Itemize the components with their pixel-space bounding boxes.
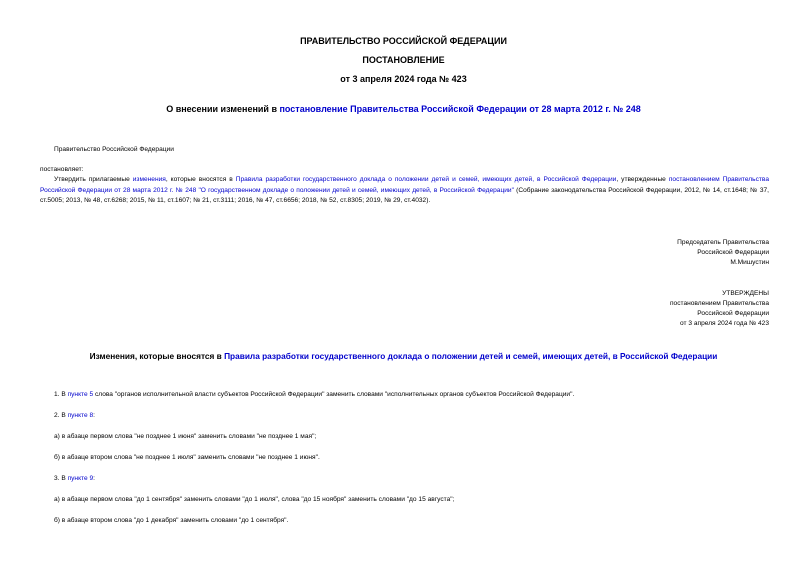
signature-title-line1: Председатель Правительства	[677, 239, 769, 246]
item-1	[54, 391, 574, 398]
item-2b: б) в абзаце втором слова "не позднее 1 июля" заменить словами "не позднее 1 июня".	[54, 454, 320, 461]
changes-title	[0, 351, 807, 361]
signature-title-line2: Российской Федерации	[697, 249, 769, 256]
document-title-prefix: О внесении изменений в	[166, 104, 280, 114]
body-paragraph	[40, 175, 769, 207]
approved-line3: Российской Федерации	[697, 310, 769, 317]
rules-link[interactable]: Правила разработки государственного доклада о положении детей и семей, имеющих детей, в Российской Федерации	[235, 176, 617, 183]
body-text-part1: Утвердить прилагаемые	[54, 176, 133, 183]
approved-heading: УТВЕРЖДЕНЫ	[722, 290, 769, 297]
item-1-prefix: 1. В	[54, 391, 68, 398]
document-type-heading: ПОСТАНОВЛЕНИЕ	[362, 55, 445, 65]
item-2	[54, 412, 95, 419]
item-3	[54, 475, 95, 482]
item-3-text: :	[93, 475, 95, 482]
body-text-part3: , утвержденные	[616, 176, 669, 183]
item-3-prefix: 3. В	[54, 475, 68, 482]
item-2-link[interactable]: пункте 8	[67, 412, 94, 419]
signature-name: М.Мишустин	[730, 259, 769, 266]
document-date-number: от 3 апреля 2024 года № 423	[340, 74, 467, 84]
changes-title-link[interactable]: Правила разработки государственного доклада о положении детей и семей, имеющих детей, в Российской Федерации	[224, 351, 718, 361]
document-title	[0, 104, 807, 114]
title-link[interactable]: постановление Правительства Российской Федерации от 28 марта 2012 г. № 248	[279, 104, 641, 114]
item-3b: б) в абзаце втором слова "до 1 декабря" заменить словами "до 1 сентября".	[54, 517, 289, 524]
item-3a: а) в абзаце первом слова "до 1 сентября" заменить словами "до 1 июля", слова "до 15 ноября" заменить словами "до 15 августа";	[54, 496, 455, 503]
item-1-text: слова "органов исполнительной власти субъектов Российской Федерации" заменить словами "исполнительных органов субъектов Российской Федерации".	[93, 391, 575, 398]
body-text-part2: , которые вносятся в	[165, 176, 236, 183]
item-3-link[interactable]: пункте 9	[67, 475, 94, 482]
decides-text: постановляет:	[40, 166, 84, 173]
item-1-link[interactable]: пункте 5	[67, 391, 94, 398]
item-2a: а) в абзаце первом слова "не позднее 1 июня" заменить словами "не позднее 1 мая";	[54, 433, 317, 440]
issuer-text: Правительство Российской Федерации	[54, 146, 174, 153]
changes-link[interactable]: изменения	[132, 176, 166, 183]
approved-line2: постановлением Правительства	[669, 300, 769, 307]
body-text-part4: (Собрание законодательства Российской Федерации, 2012, № 14, ст.1648; № 37, ст.5005; 2013, № 48, ст.6268; 2015, № 11, ст.1607; № 21, ст.3111; 2016, № 47, ст.6656; 2018, № 52, ст.8305; 2019, № 29, ст.4032).	[40, 186, 769, 204]
government-heading: ПРАВИТЕЛЬСТВО РОССИЙСКОЙ ФЕДЕРАЦИИ	[300, 36, 507, 46]
item-2-prefix: 2. В	[54, 412, 68, 419]
resolution-link[interactable]: постановлением Правительства Российской Федерации от 28 марта 2012 г. № 248 "О государственном докладе о положении детей и семей, имеющих детей, в Российской Федерации"	[40, 176, 769, 194]
changes-title-prefix: Изменения, которые вносятся в	[89, 351, 225, 361]
approved-date: от 3 апреля 2024 года № 423	[679, 320, 769, 327]
item-2-text: :	[93, 412, 95, 419]
